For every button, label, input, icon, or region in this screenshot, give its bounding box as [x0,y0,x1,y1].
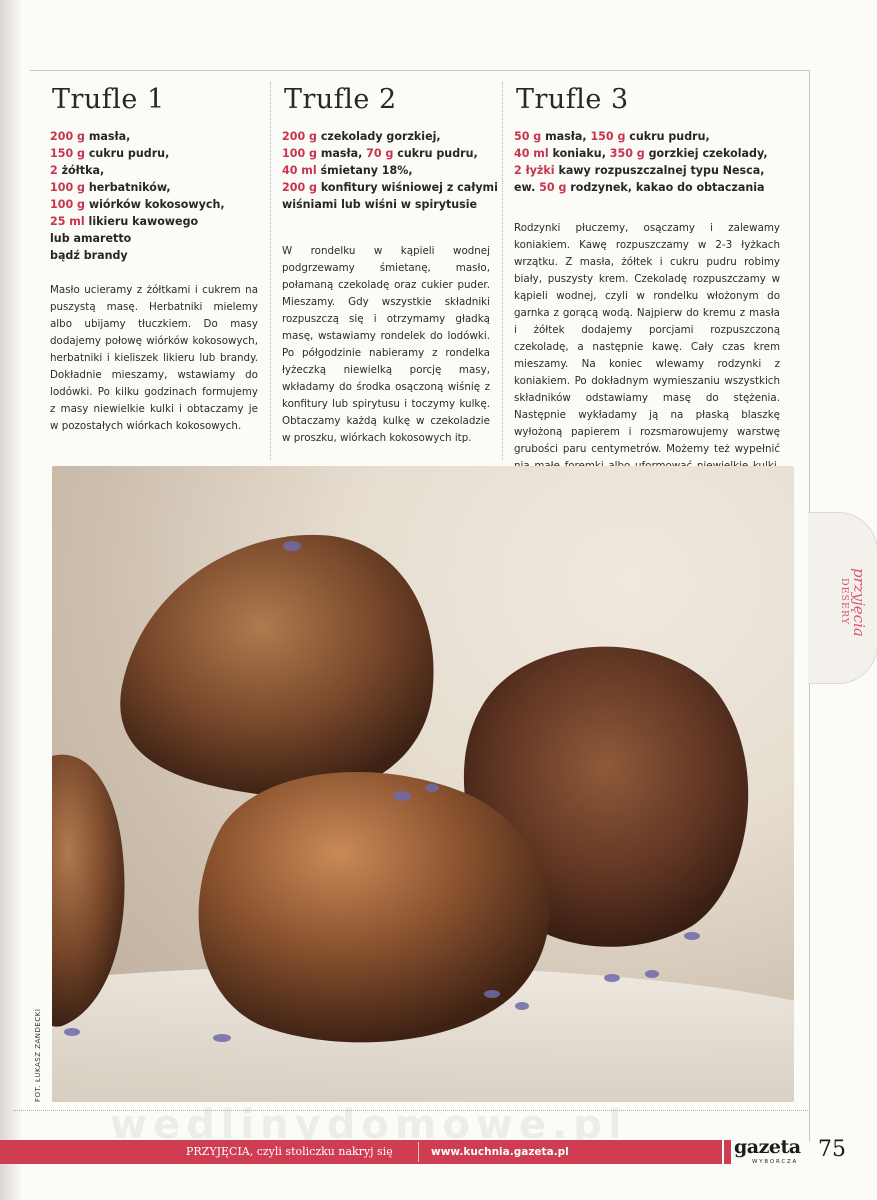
ingredient-item [514,179,780,196]
logo-mark [724,1140,731,1164]
ingredient-name: bądź brandy [50,249,128,262]
ingredient-item [50,196,258,213]
recipe-column-3 [514,82,780,460]
ingredient-quantity: 25 ml [50,215,85,228]
ingredient-name: masła, [541,130,591,143]
ingredient-quantity: 100 g [282,147,317,160]
ingredient-item [282,196,490,213]
recipe-column-1 [50,82,258,460]
ingredient-item [514,128,780,145]
column-divider [270,82,272,460]
column-divider [502,82,504,460]
ingredient-quantity: 200 g [50,130,85,143]
ingredient-name: wiórków kokosowych, [84,198,225,211]
ingredient-quantity: 2 łyżki [514,164,555,177]
ingredient-quantity: 50 g [514,130,542,143]
recipe-title: Trufle 2 [284,84,397,115]
ingredient-list [514,128,780,196]
ingredient-quantity: 200 g [282,181,317,194]
ingredient-item [50,230,258,247]
ingredient-name: likieru kawowego [84,215,199,228]
ingredient-name: gorzkiej czekolady, [644,147,768,160]
ingredient-item [514,162,780,179]
section-tab-sub: DESERY [839,578,850,626]
truffles-illustration [52,466,794,1102]
gazeta-logo-sub: WYBORCZA [752,1159,799,1165]
section-tab-label [828,542,868,662]
ingredient-name: rodzynek, kakao do obtaczania [566,181,765,194]
ingredient-name: śmietany 18%, [316,164,413,177]
ingredient-name: masła, [84,130,131,143]
ingredient-quantity: 350 g [609,147,645,160]
ingredient-name: wiśniami lub wiśni w spirytusie [282,198,478,211]
ingredient-name: czekolady gorzkiej, [316,130,441,143]
ingredient-quantity: 150 g [590,130,626,143]
ingredient-name: kawy rozpuszczalnej typu Nesca, [554,164,765,177]
recipe-method [50,282,258,435]
method-paragraph: W rondelku w kąpieli wodnej podgrzewamy śmietanę, masło, połamaną czekoladę oraz cukier puder. Mieszamy. Gdy wszystkie składniki rozpuszczą się i otrzymamy gładką masę, wstawiamy rondelek do lodówki. Po półgodzinie nabieramy z rondelka łyżeczką niewielką porcję masy, wkładamy do środka osączoną wiśnię z konfitury lub spirytusu i toczymy kulkę. Obtaczamy każdą kulkę w czekoladzie w proszku, wiórkach kokosowych itp. [282,245,490,444]
method-paragraph: Rodzynki płuczemy, osączamy i zalewamy koniakiem. Kawę rozpuszczamy w 2-3 łyżkach wrzątku. Z masła, żółtek i cukru pudru robimy biały, puszysty krem. Czekoladę rozpuszczamy w kąpieli wodnej, czyli w rondelku włożonym do garnka z gorącą wodą. Najpierw do kremu z masła i żółtek dodajemy porcjami rozpuszczoną czekoladę, a następnie kawę. Cały czas krem mieszamy. Na koniec wlewamy rodzynki z koniakiem. Po dokładnym wymieszaniu wszystkich składników odstawiamy masę do stężenia. Następnie wykładamy ją na płaską blaszkę wyłożoną papierem i rozsmarowujemy warstwę grubości paru centymetrów. Możemy też wypełnić [514,222,780,455]
ingredient-item [50,128,258,145]
truffles-photo [52,466,794,1102]
recipe-method [282,243,490,447]
ingredient-item [50,162,258,179]
page-number: 75 [818,1137,846,1162]
ingredient-item [50,179,258,196]
ingredient-name: herbatników, [84,181,171,194]
ingredient-item [514,145,780,162]
ingredient-quantity: 50 g [539,181,567,194]
recipe-column-2 [282,82,498,460]
ingredient-quantity: 70 g [366,147,394,160]
ingredient-item [282,179,498,196]
recipe-method [514,220,780,492]
ingredient-name: cukru pudru, [393,147,478,160]
ingredient-quantity: 40 ml [514,147,549,160]
ingredient-item [282,162,490,179]
ingredient-name: masła, [316,147,367,160]
footer-divider [14,1110,810,1112]
page-gutter-shadow [0,0,22,1200]
ingredient-name: koniaku, [548,147,610,160]
ingredient-item [50,247,258,264]
ingredient-name: ew. [514,181,540,194]
ingredient-list [282,128,498,213]
ingredient-item [282,145,490,162]
ingredient-item [282,128,490,145]
ingredient-name: cukru pudru, [625,130,710,143]
footer-section-title: PRZYJĘCIA, czyli stoliczku nakryj się [186,1145,393,1158]
gazeta-logo: gazeta [734,1136,801,1158]
recipe-title: Trufle 1 [52,84,165,115]
ingredient-item [50,213,258,230]
ingredient-quantity: 100 g [50,181,85,194]
ingredient-item [50,145,258,162]
ingredient-name: konfitury wiśniowej z całymi [316,181,498,194]
section-tab-main: przyjęcia [850,567,868,637]
ingredient-name: lub amaretto [50,232,132,245]
ingredient-quantity: 40 ml [282,164,317,177]
ingredient-quantity: 2 [50,164,58,177]
ingredient-name: żółtka, [57,164,105,177]
ingredient-quantity: 150 g [50,147,85,160]
ingredient-quantity: 100 g [50,198,85,211]
recipe-title: Trufle 3 [516,84,629,115]
photo-credit: FOT. ŁUKASZ ZANDECKI [34,1008,42,1102]
ingredient-list [50,128,258,264]
ingredient-quantity: 200 g [282,130,317,143]
footer-url-link[interactable]: www.kuchnia.gazeta.pl [418,1142,569,1162]
method-paragraph: Masło ucieramy z żółtkami i cukrem na puszystą masę. Herbatniki mielemy albo ubijamy tłuczkiem. Do masy dodajemy połowę wiórków kokosowych, herbatniki i kieliszek likieru lub brandy. Dokładnie mieszamy, wstawiamy do lodówki. Po kilku godzinach formujemy z masy niewielkie kulki i obtaczamy je w pozostałych wiórkach kokosowych. [50,284,258,432]
watermark: wedlinydomowe.pl [110,1102,628,1148]
ingredient-name: cukru pudru, [84,147,170,160]
